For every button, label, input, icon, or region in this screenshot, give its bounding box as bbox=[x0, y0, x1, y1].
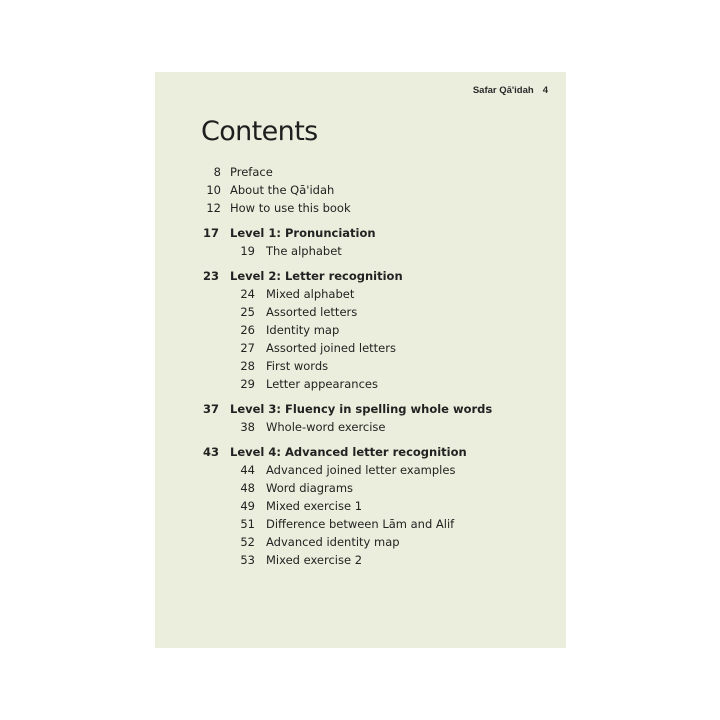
toc-page-number: 38 bbox=[240, 420, 255, 434]
toc-page-number: 19 bbox=[240, 244, 255, 258]
toc-entry-label: Mixed alphabet bbox=[266, 287, 355, 301]
toc-page-number: 29 bbox=[240, 377, 255, 391]
book-title: Safar Qā'idah bbox=[472, 85, 534, 96]
toc-page-number: 49 bbox=[240, 499, 255, 513]
toc-page-number: 8 bbox=[213, 165, 221, 179]
toc-entry-label: How to use this book bbox=[230, 201, 351, 215]
toc-entry-label: First words bbox=[266, 359, 329, 373]
toc-page-number: 48 bbox=[240, 481, 255, 495]
toc-page-number: 37 bbox=[202, 402, 219, 416]
toc-page-number: 24 bbox=[240, 287, 255, 301]
toc-entry-label: Letter appearances bbox=[266, 377, 378, 391]
toc-page-number: 51 bbox=[240, 517, 255, 531]
running-header bbox=[473, 85, 548, 96]
toc-page-number: 10 bbox=[206, 183, 221, 197]
toc-page-number: 17 bbox=[202, 226, 219, 240]
toc-page-number: 12 bbox=[206, 201, 221, 215]
toc-entry-label: Assorted joined letters bbox=[266, 341, 396, 355]
toc-page-number: 28 bbox=[240, 359, 255, 373]
toc-page-number: 44 bbox=[240, 463, 255, 477]
toc-entry-label: Advanced joined letter examples bbox=[266, 463, 456, 477]
toc-entry-label: The alphabet bbox=[266, 244, 342, 258]
toc-entry-label: About the Qā'idah bbox=[230, 183, 335, 197]
toc-level-heading: Level 1: Pronunciation bbox=[230, 226, 376, 240]
toc-entry-label: Mixed exercise 2 bbox=[266, 553, 363, 567]
toc-level-heading: Level 3: Fluency in spelling whole words bbox=[230, 402, 493, 416]
toc-page-number: 53 bbox=[240, 553, 255, 567]
toc-entry-label: Assorted letters bbox=[266, 305, 358, 319]
toc-page-number: 25 bbox=[240, 305, 255, 319]
toc-level-heading: Level 2: Letter recognition bbox=[230, 269, 403, 283]
toc-page-number: 43 bbox=[202, 445, 219, 459]
book-page bbox=[155, 72, 566, 648]
toc-page-number: 26 bbox=[240, 323, 255, 337]
toc-page-number: 27 bbox=[240, 341, 255, 355]
page-title: Contents bbox=[201, 116, 318, 147]
toc-entry-label: Mixed exercise 1 bbox=[266, 499, 363, 513]
page-number: 4 bbox=[542, 85, 548, 96]
toc-level-heading: Level 4: Advanced letter recognition bbox=[230, 445, 467, 459]
toc-entry-label: Whole-word exercise bbox=[266, 420, 386, 434]
toc-entry-label: Preface bbox=[230, 165, 273, 179]
toc-entry-label: Difference between Lām and Alif bbox=[266, 517, 455, 531]
toc-page-number: 52 bbox=[240, 535, 255, 549]
toc-entry-label: Advanced identity map bbox=[266, 535, 400, 549]
toc-entry-label: Word diagrams bbox=[266, 481, 354, 495]
toc-entry-label: Identity map bbox=[266, 323, 340, 337]
toc-page-number: 23 bbox=[202, 269, 219, 283]
